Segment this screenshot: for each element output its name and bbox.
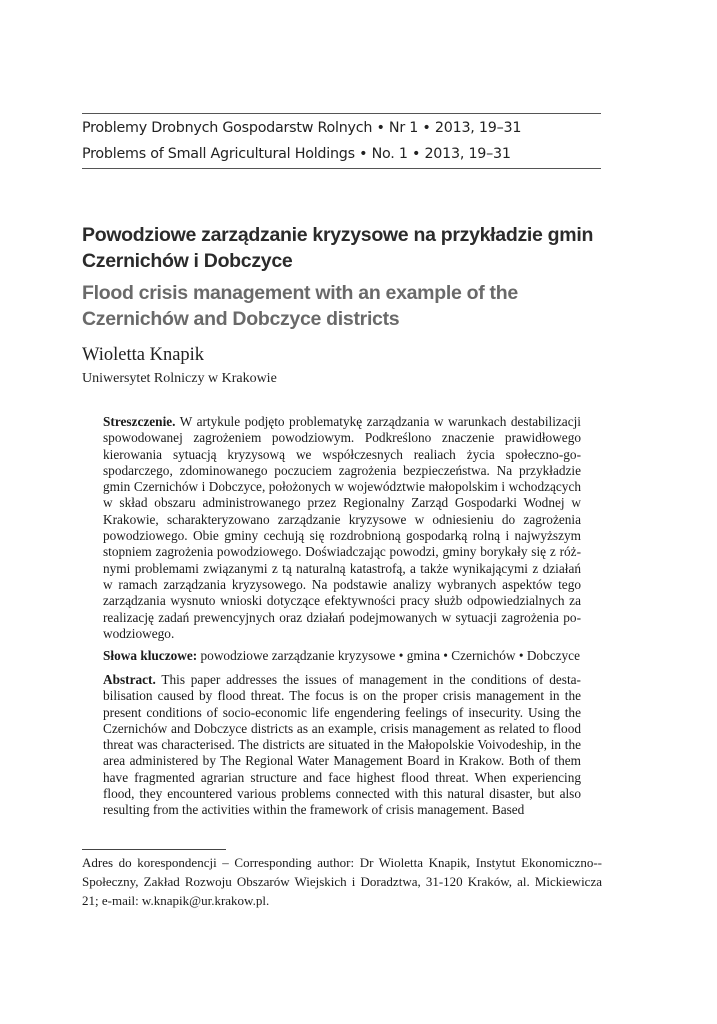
abstract-english bbox=[103, 672, 581, 819]
abstract-polish-text: W artykule podjęto problematykę zarządzania w warunkach destabilizacji spowodowanej zagrożeniem powodziowym. Podkreślono znaczenie prawidłowego kierowania sytuacją kryzysową we współczesnych realiach życia społeczno-gospodarczego, zdominowanego poczuciem zagrożenia bezpieczeństwa. Na przykładzie gmin Czernichów i Dobczyce, położonych w województwie małopolskim i wchodzących w skład obszaru administrowanego przez Regionalny Zarząd Gospodarki Wodnej w Krakowie, scharakteryzowano zarządzanie kryzysowe w odniesieniu do zagrożenia powodziowego. Obie gminy cechują się rozdrobnioną gospodarką rolną i najwyższym stopniem zagrożenia powodziowego. Doświadczając powodzi, gminy borykały się z różnymi problemami związanymi z tą naturalną katastrofą, a także wynikającymi z działań w ramach zarządzania kryzysowego. Na podstawie analizy wybranych aspektów tego zarządzania wysnuto wnioski dotyczące efektywności pracy służb odpowiedzialnych za realizację zadań prewencyjnych oraz działań podejmowanych w sytuacji zagrożenia powodziowego. bbox=[103, 414, 581, 641]
author-name: Wioletta Knapik bbox=[82, 345, 205, 365]
keywords-text: powodziowe zarządzanie kryzysowe • gmina • Czernichów • Dobczyce bbox=[200, 648, 580, 663]
footnote-rule bbox=[82, 849, 226, 850]
article-title-english: Flood crisis management with an example of the Czernichów and Dobczyce districts bbox=[82, 282, 518, 330]
header-bottom-rule bbox=[82, 168, 601, 169]
abstract-polish bbox=[103, 414, 581, 642]
abstract-polish-label: Streszczenie. bbox=[103, 414, 176, 429]
abstract-english-text: This paper addresses the issues of management in the conditions of destabilisation caused by flood threat. The focus is on the proper crisis management in the present conditions of socio-economic life engendering feelings of insecurity. Using the Czernichów and Dobczyce districts as an example, crisis management as related to flood threat was characterised. The districts are situated in the Małopolskie Voivodeship, in the area administered by The Regional Water Management Board in Krakow. Both of them have fragmented agrarian structure and face highest flood threat. When experiencing flood, they encountered various problems connected with this natural disaster, but also resulting from the activities within the framework of crisis management. Based bbox=[103, 672, 581, 818]
article-title-polish: Powodziowe zarządzanie kryzysowe na przykładzie gmin Czernichów i Dobczyce bbox=[82, 224, 594, 272]
author-affiliation: Uniwersytet Rolniczy w Krakowie bbox=[82, 371, 277, 386]
journal-header-english: Problems of Small Agricultural Holdings • No. 1 • 2013, 19–31 bbox=[82, 146, 511, 162]
abstract-english-label: Abstract. bbox=[103, 672, 156, 687]
correspondence-footnote: Adres do korespondencji – Corresponding author: Dr Wioletta Knapik, Instytut Ekonomiczno-Społeczny, Zakład Rozwoju Obszarów Wiejskich i Doradztwa, 31-120 Kraków, al. Mickiewicza 21; e-mail: w.knapik@ur.krakow.pl. bbox=[82, 855, 602, 908]
header-top-rule bbox=[82, 113, 601, 114]
journal-header-polish: Problemy Drobnych Gospodarstw Rolnych • Nr 1 • 2013, 19–31 bbox=[82, 120, 522, 136]
keywords bbox=[103, 648, 583, 664]
keywords-label: Słowa kluczowe: bbox=[103, 648, 198, 663]
